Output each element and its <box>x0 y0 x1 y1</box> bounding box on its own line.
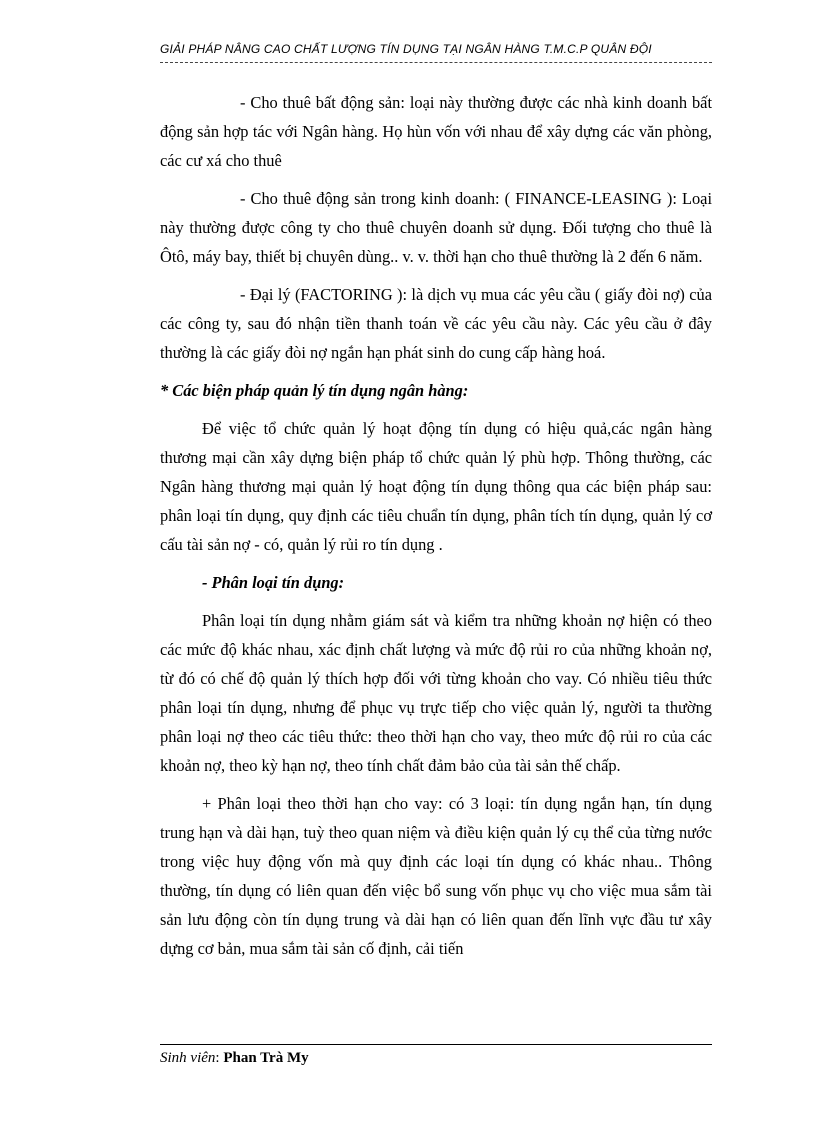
header-divider <box>160 62 712 63</box>
paragraph-factoring: - Đại lý (FACTORING ): là dịch vụ mua các yêu cầu ( giấy đòi nợ) của các công ty, sau đó nhận tiền thanh toán về các yêu cầu này. Các yêu cầu ở đây thường là các giấy đòi nợ ngắn hạn phát sinh do cung cấp hàng hoá. <box>160 285 712 362</box>
page-footer <box>160 1050 309 1067</box>
paragraph-real-estate-leasing: - Cho thuê bất động sản: loại này thường được các nhà kinh doanh bất động sản hợp tác với Ngân hàng. Họ hùn vốn với nhau để xây dựng các văn phòng, các cư xá cho thuê <box>160 93 712 170</box>
paragraph-classification-by-term: + Phân loại theo thời hạn cho vay: có 3 loại: tín dụng ngắn hạn, tín dụng trung hạn và dài hạn, tuỳ theo quan niệm và điều kiện quản lý cụ thể của từng nước trong việc huy động vốn mà quy định các loại tín dụng có khác nhau.. Thông thường, tín dụng có liên quan đến việc bổ sung vốn phục vụ cho việc mua sắm tài sản lưu động còn tín dụng trung và dài hạn có liên quan đến lĩnh vực đầu tư xây dựng cơ bản, mua sắm tài sản cố định, cải tiến <box>160 794 712 958</box>
page-header: GIẢI PHÁP NÂNG CAO CHẤT LƯỢNG TÍN DỤNG TẠI NGÂN HÀNG T.M.C.P QUÂN ĐỘI <box>160 42 652 56</box>
student-name: Phan Trà My <box>223 1050 309 1066</box>
document-body <box>160 88 712 972</box>
section-heading-credit-management: * Các biện pháp quản lý tín dụng ngân hàng: <box>160 381 469 400</box>
paragraph-credit-management-intro: Để việc tổ chức quản lý hoạt động tín dụng có hiệu quả,các ngân hàng thương mại cần xây dựng biện pháp tổ chức quản lý phù hợp. Thông thường, các Ngân hàng thương mại quản lý hoạt động tín dụng thông qua các biện pháp sau: phân loại tín dụng, quy định các tiêu chuẩn tín dụng, phân tích tín dụng, quản lý cơ cấu tài sản nợ - có, quản lý rủi ro tín dụng . <box>160 419 712 554</box>
paragraph-credit-classification: Phân loại tín dụng nhằm giám sát và kiểm tra những khoản nợ hiện có theo các mức độ khác nhau, xác định chất lượng và mức độ rủi ro của những khoản nợ, từ đó có chế độ quản lý thích hợp đối với từng khoản cho vay. Có nhiều tiêu thức phân loại tín dụng, nhưng để phục vụ trực tiếp cho việc quản lý, người ta thường phân loại nợ theo các tiêu thức: theo thời hạn cho vay, theo mức độ rủi ro của các khoản nợ, theo kỳ hạn nợ, theo tính chất đảm bảo của tài sản thế chấp. <box>160 611 712 775</box>
paragraph-finance-leasing: - Cho thuê động sản trong kinh doanh: ( FINANCE-LEASING ): Loại này thường được công ty cho thuê chuyên doanh sử dụng. Đối tượng cho thuê là Ôtô, máy bay, thiết bị chuyên dùng.. v. v. thời hạn cho thuê thường là 2 đến 6 năm. <box>160 189 712 266</box>
footer-separator: : <box>215 1050 224 1066</box>
footer-label: Sinh viên <box>160 1050 216 1066</box>
subheading-credit-classification: - Phân loại tín dụng: <box>202 573 345 592</box>
footer-divider <box>160 1044 712 1045</box>
